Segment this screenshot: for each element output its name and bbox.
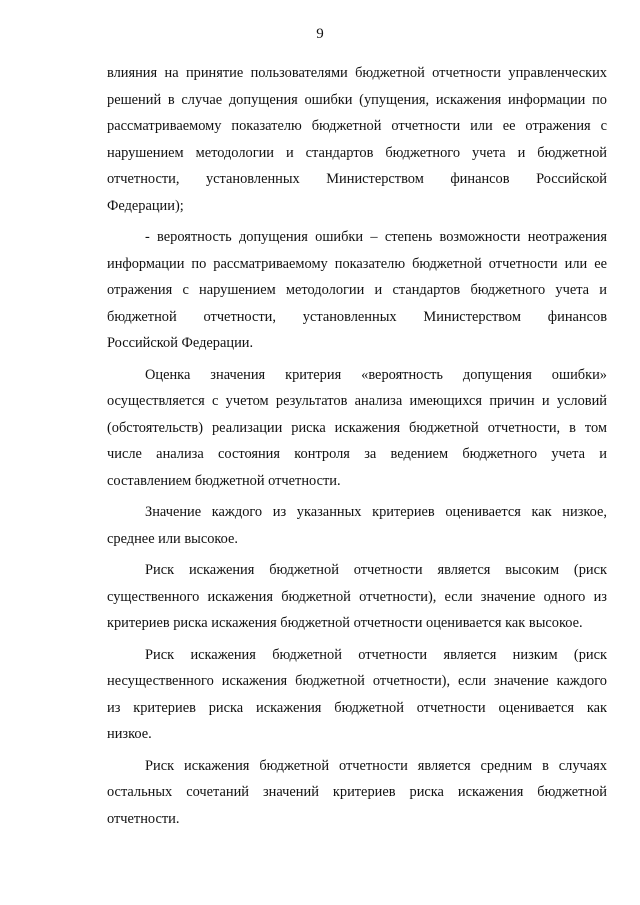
- paragraph-line: Российской Федерации.: [107, 335, 254, 351]
- paragraph: [107, 362, 607, 495]
- paragraph-line: рассматриваемому показателю бюджетной отчетности или ее отражения с: [107, 118, 607, 134]
- paragraph-line: - вероятность допущения ошибки – степень возможности неотражения: [145, 229, 607, 245]
- paragraph-line: влияния на принятие пользователями бюджетной отчетности управленческих: [107, 65, 607, 81]
- paragraph-line: нарушением методологии и стандартов бюджетного учета и бюджетной: [107, 144, 607, 161]
- paragraph-line: Оценка значения критерия «вероятность допущения ошибки»: [145, 366, 607, 383]
- paragraph-line: критериев риска искажения бюджетной отчетности оценивается как высокое.: [107, 615, 583, 631]
- paragraph-line: осуществляется с учетом результатов анализа имеющихся причин и условий: [107, 393, 607, 409]
- paragraph-line: числе анализа состояния контроля за ведением бюджетного учета и: [107, 446, 607, 462]
- paragraph-line: низкое.: [107, 726, 152, 742]
- paragraph-line: Риск искажения бюджетной отчетности является средним в случаях: [145, 757, 607, 774]
- paragraph: [107, 557, 607, 637]
- paragraph-line: Риск искажения бюджетной отчетности является низким (риск: [145, 646, 607, 663]
- paragraph-line: Значение каждого из указанных критериев оценивается как низкое,: [145, 504, 607, 520]
- paragraph-line: из критериев риска искажения бюджетной отчетности оценивается как: [107, 699, 607, 716]
- paragraph-line: несущественного искажения бюджетной отчетности), если значение каждого: [107, 673, 607, 689]
- paragraph-line: Федерации);: [107, 197, 184, 214]
- paragraph-line: бюджетной отчетности, установленных Министерством финансов: [107, 308, 607, 325]
- paragraph-line: отчетности.: [107, 810, 180, 827]
- paragraph: [107, 499, 607, 552]
- paragraph: [107, 642, 607, 748]
- paragraph-line: среднее или высокое.: [107, 530, 239, 547]
- paragraph-line: (обстоятельств) реализации риска искажения бюджетной отчетности, в том: [107, 419, 607, 436]
- paragraph-line: существенного искажения бюджетной отчетности), если значение одного из: [107, 588, 607, 605]
- page-number: 9: [316, 26, 324, 42]
- paragraph-line: информации по рассматриваемому показателю бюджетной отчетности или ее: [107, 255, 607, 272]
- paragraph: [107, 753, 607, 833]
- document-body: [107, 60, 607, 832]
- paragraph: [107, 60, 607, 219]
- paragraph-line: остальных сочетаний значений критериев риска искажения бюджетной: [107, 784, 607, 800]
- paragraph: [107, 224, 607, 357]
- paragraph-line: составлением бюджетной отчетности.: [107, 472, 341, 489]
- paragraph-line: решений в случае допущения ошибки (упущения, искажения информации по: [107, 91, 607, 108]
- paragraph-line: отчетности, установленных Министерством финансов Российской: [107, 171, 607, 187]
- paragraph-line: отражения с нарушением методологии и стандартов бюджетного учета и: [107, 282, 607, 298]
- paragraph-line: Риск искажения бюджетной отчетности является высоким (риск: [145, 562, 607, 578]
